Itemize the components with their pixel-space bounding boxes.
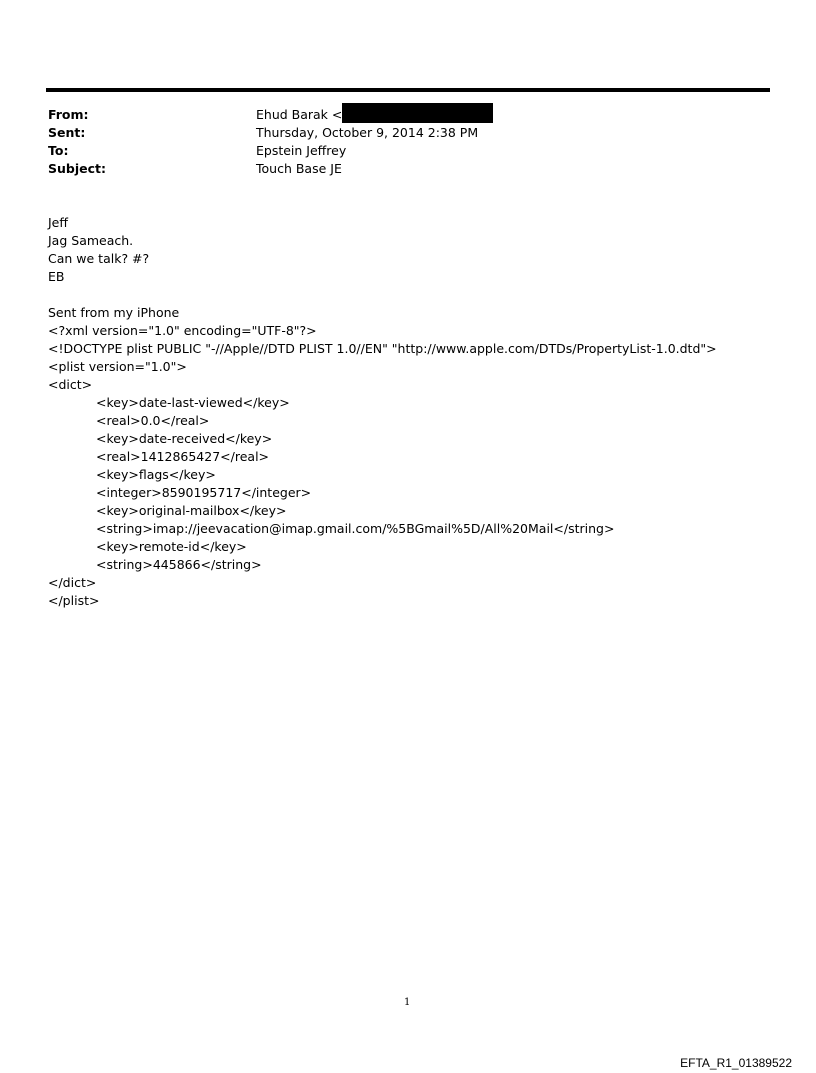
body-line: Can we talk? #?: [48, 251, 150, 266]
body-line: Jag Sameach.: [48, 233, 134, 248]
subject-label: Subject:: [48, 161, 106, 176]
redaction-block: [342, 103, 493, 123]
dict-open: <dict>: [48, 377, 93, 392]
plist-open: <plist version="1.0">: [48, 359, 187, 374]
subject-value: Touch Base JE: [256, 161, 342, 176]
to-value: Epstein Jeffrey: [256, 143, 347, 158]
sent-from-line: Sent from my iPhone: [48, 305, 180, 320]
body-signoff: EB: [48, 269, 65, 284]
from-value: Ehud Barak <: [256, 107, 343, 122]
dict-entry: <string>imap://jeevacation@imap.gmail.com/%5BGmail%5D/All%20Mail</string>: [96, 521, 615, 536]
dict-entry: <integer>8590195717</integer>: [96, 485, 312, 500]
doctype-line: <!DOCTYPE plist PUBLIC "-//Apple//DTD PLIST 1.0//EN" "http://www.apple.com/DTDs/PropertyList-1.0.dtd">: [48, 341, 717, 356]
sent-value: Thursday, October 9, 2014 2:38 PM: [256, 125, 479, 140]
sent-label: Sent:: [48, 125, 86, 140]
dict-entry: <string>445866</string>: [96, 557, 262, 572]
dict-entry: <key>remote-id</key>: [96, 539, 247, 554]
plist-close: </plist>: [48, 593, 100, 608]
dict-entry: <real>0.0</real>: [96, 413, 210, 428]
dict-close: </dict>: [48, 575, 97, 590]
dict-entry: <key>original-mailbox</key>: [96, 503, 287, 518]
from-label: From:: [48, 107, 89, 122]
dict-entry: <real>1412865427</real>: [96, 449, 270, 464]
bates-number: EFTA_R1_01389522: [680, 1056, 792, 1070]
header-rule: [46, 88, 770, 92]
dict-entry: <key>date-last-viewed</key>: [96, 395, 290, 410]
dict-entry: <key>flags</key>: [96, 467, 216, 482]
dict-entry: <key>date-received</key>: [96, 431, 273, 446]
page-number: 1: [404, 997, 411, 1008]
to-label: To:: [48, 143, 69, 158]
body-greeting: Jeff: [48, 215, 68, 230]
xml-declaration: <?xml version="1.0" encoding="UTF-8"?>: [48, 323, 317, 338]
